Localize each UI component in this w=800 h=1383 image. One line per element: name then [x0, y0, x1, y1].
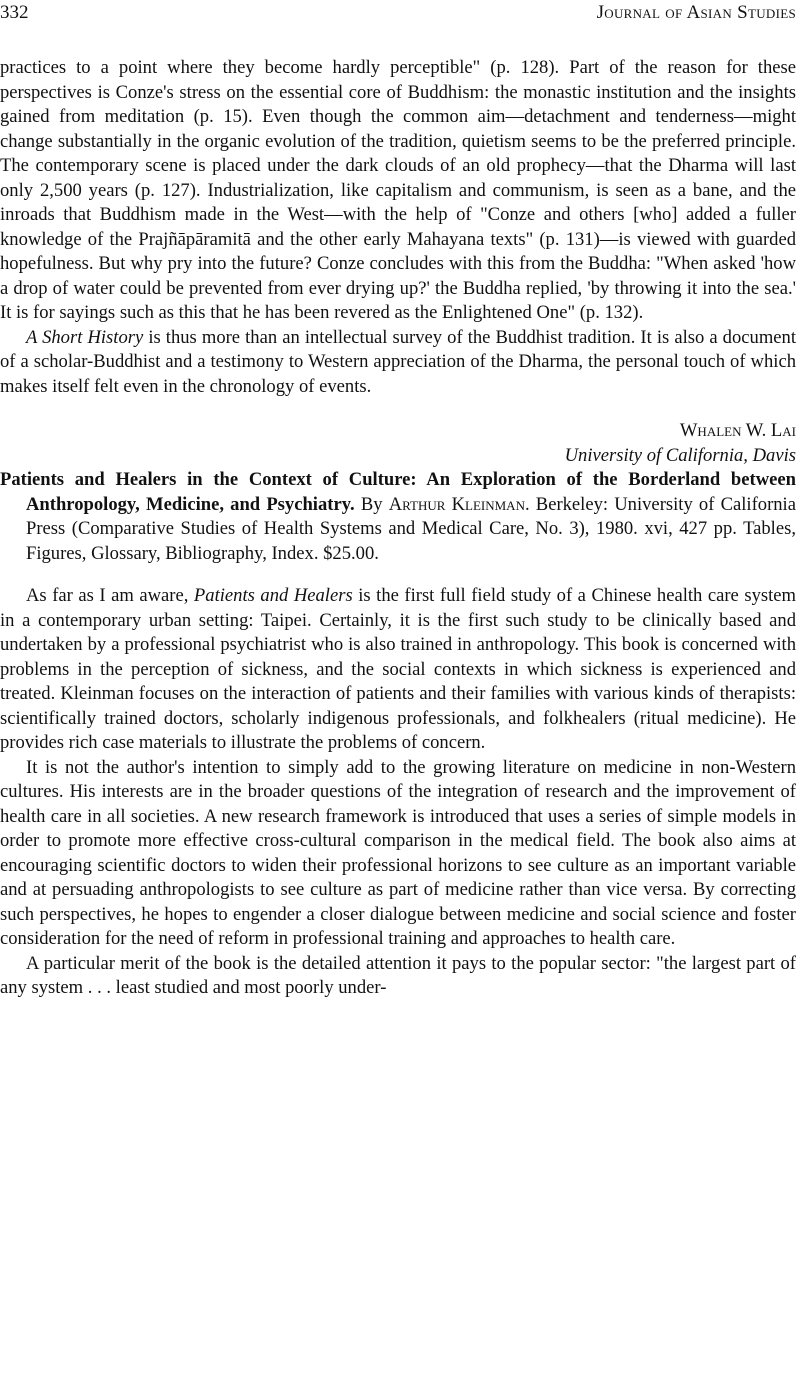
previous-review-paragraph-1: practices to a point where they become hardly perceptible" (p. 128). Part of the reason for these perspectives is Conze's stress on the essential core of Buddhism: the monastic institution and the insights gained from meditation (p. 15). Even though the common aim—detachment and tenderness—might change substantially in the organic evolution of the tradition, quietism seems to be the preferred principle. The contemporary scene is placed under the dark clouds of an old prophecy—that the Dharma will last only 2,500 years (p. 127). Industrialization, like capitalism and communism, is seen as a bane, and the inroads that Buddhism made in the West—with the help of "Conze and others [who] added a fuller knowledge of the Prajñāpāramitā and the other early Mahayana texts" (p. 131)—is viewed with guarded hopefulness. But why pry into the future? Conze concludes with this from the Buddha: "When asked 'how a drop of water could be prevented from ever drying up?' the Buddha replied, 'by throwing it into the sea.' It is for sayings such as this that he has been revered as the Enlightened One" (p. 132).: [0, 57, 796, 323]
book-title-patients-and-healers: Patients and Healers: [193, 585, 353, 606]
publication-details: Berkeley: University of California Press (Comparative Studies of Health Systems and Medical Care, No. 3), 1980. xvi, 427 pp. Tables, Figures, Glossary, Bibliography, Index. $25.00.: [26, 493, 796, 564]
previous-review-paragraph-2: [0, 326, 796, 400]
book-title-short-history: A Short History: [26, 326, 144, 348]
review-paragraph-1: [0, 584, 796, 756]
page-header: [0, 2, 796, 28]
paragraph-2-text: is thus more than an intellectual survey of the Buddhist tradition. It is also a document of a scholar-Buddhist and a testimony to Western appreciation of the Dharma, the personal touch of which makes itself felt even in the chronology of events.: [0, 326, 796, 397]
review-paragraph-2: It is not the author's intention to simply add to the growing literature on medicine in non-Western cultures. His interests are in the broader questions of the integration of research and the improvement of health care in all societies. A new research framework is introduced that uses a series of simple models in order to promote more effective cross-cultural comparison in the medical field. The book also aims at encouraging scientific doctors to widen their professional horizons to see culture as an important variable and at persuading anthropologists to see culture as part of medicine rather than vice versa. By correcting such perspectives, he hopes to engender a closer dialogue between medicine and social science and foster consideration for the need of reform in professional training and approaches to health care.: [0, 756, 796, 949]
reviewed-book-title: Patients and Healers in the Context of Culture: An Exploration of the Borderland between Anthropology, Medicine, and Psychiatry.: [0, 469, 796, 515]
section-gap: [0, 566, 796, 584]
page-number: 332: [0, 2, 29, 23]
reviewer-affiliation: University of California, Davis: [564, 444, 796, 466]
reviewer-name: Whalen W. Lai: [679, 420, 796, 441]
book-author: Arthur Kleinman.: [388, 493, 530, 515]
by-label: By: [354, 493, 389, 515]
running-head: Journal of Asian Studies: [596, 2, 796, 23]
paragraph-rest: is the first full field study of a Chinese health care system in a contemporary urban setting: Taipei. Certainly, it is the first such study to be clinically based and undertaken by a professional psychiatrist who is also trained in anthropology. This book is concerned with problems in the perception of sickness, and the social contexts in which sickness is experienced and treated. Kleinman focuses on the interaction of patients and their families with various kinds of therapists: scientifically trained doctors, scholarly indigenous professionals, and folkhealers (ritual medicine). He provides rich case materials to illustrate the problems of concern.: [0, 585, 796, 753]
review-heading: [0, 468, 796, 566]
article-body: [0, 56, 796, 1001]
review-paragraph-3: A particular merit of the book is the detailed attention it pays to the popular sector: "the largest part of any system . . . least studied and most poorly under-: [0, 952, 796, 998]
reviewer-signature: [0, 419, 796, 468]
paragraph-start: As far as I am aware,: [26, 585, 194, 606]
